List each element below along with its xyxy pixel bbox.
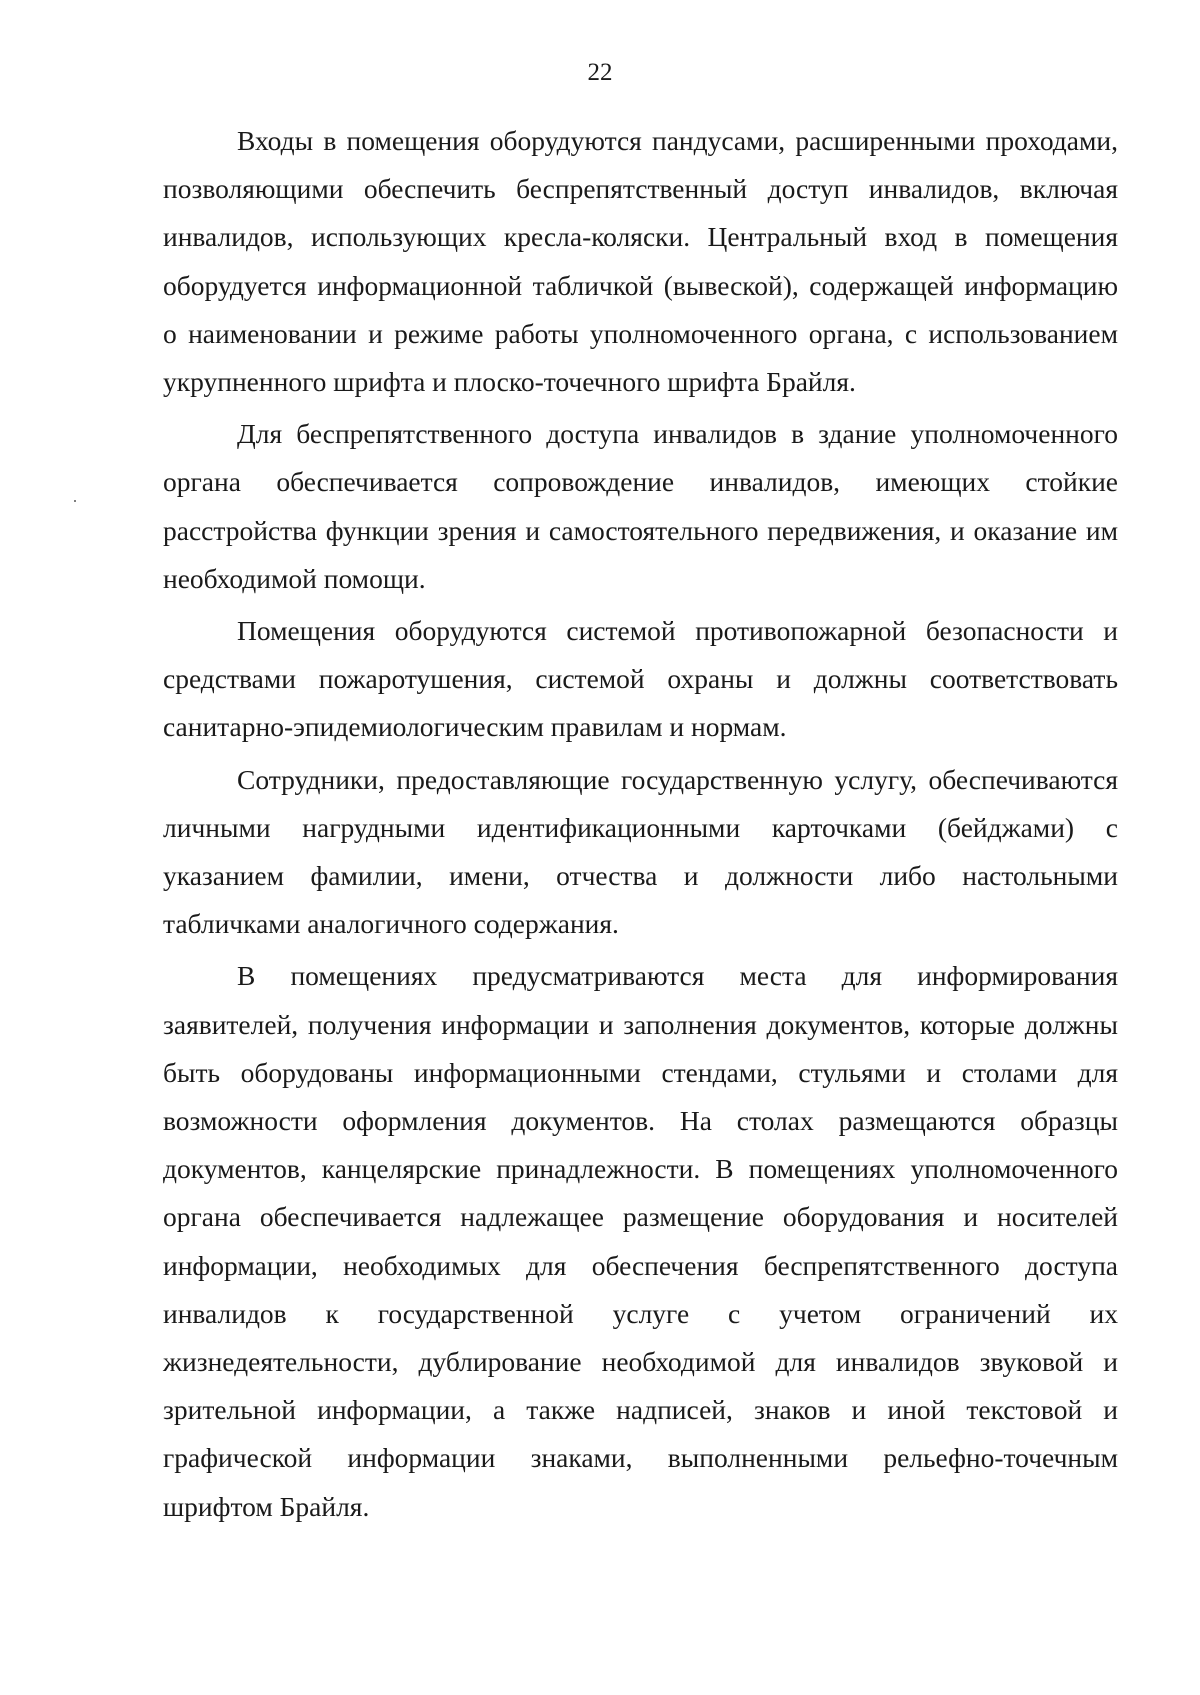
- document-body: [163, 117, 1118, 1535]
- paragraph-fire-safety: Помещения оборудуются системой противопожарной безопасности и средствами пожаротушения, системой охраны и должны соответствовать санитарно-эпидемиологическим правилам и нормам.: [163, 615, 1118, 743]
- paragraph-staff-badges: Сотрудники, предоставляющие государственную услугу, обеспечиваются личными нагрудными идентификационными карточками (бейджами) с указанием фамилии, имени, отчества и должности либо настольными табличками аналогичного содержания.: [163, 763, 1118, 940]
- page-number: 22: [587, 59, 613, 86]
- paragraph-information-places: В помещениях предусматриваются места для информирования заявителей, получения информации и заполнения документов, которые должны быть оборудованы информационными стендами, стульями и столами для возможности оформления документов. На столах размещаются образцы документов, канцелярские принадлежности. В помещениях уполномоченного органа обеспечивается надлежащее размещение оборудования и носителей информации, необходимых для обеспечения беспрепятственного доступа инвалидов к государственной услуге с учетом ограничений их жизнедеятельности, дублирование необходимой для инвалидов звуковой и зрительной информации, а также надписей, знаков и иной текстовой и графической информации знаками, выполненными рельефно-точечным шрифтом Брайля.: [163, 960, 1118, 1522]
- paragraph-accompaniment: Для беспрепятственного доступа инвалидов в здание уполномоченного органа обеспечивается сопровождение инвалидов, имеющих стойкие расстройства функции зрения и самостоятельного передвижения, и оказание им необходимой помощи.: [163, 418, 1118, 594]
- paragraph-entrances: Входы в помещения оборудуются пандусами, расширенными проходами, позволяющими обеспечить беспрепятственный доступ инвалидов, включая инвалидов, использующих кресла-коляски. Центральный вход в помещения оборудуется информационной табличкой (вывеской), содержащей информацию о наименовании и режиме работы уполномоченного органа, с использованием укрупненного шрифта и плоско-точечного шрифта Брайля.: [163, 125, 1118, 398]
- scan-speck: [74, 500, 76, 502]
